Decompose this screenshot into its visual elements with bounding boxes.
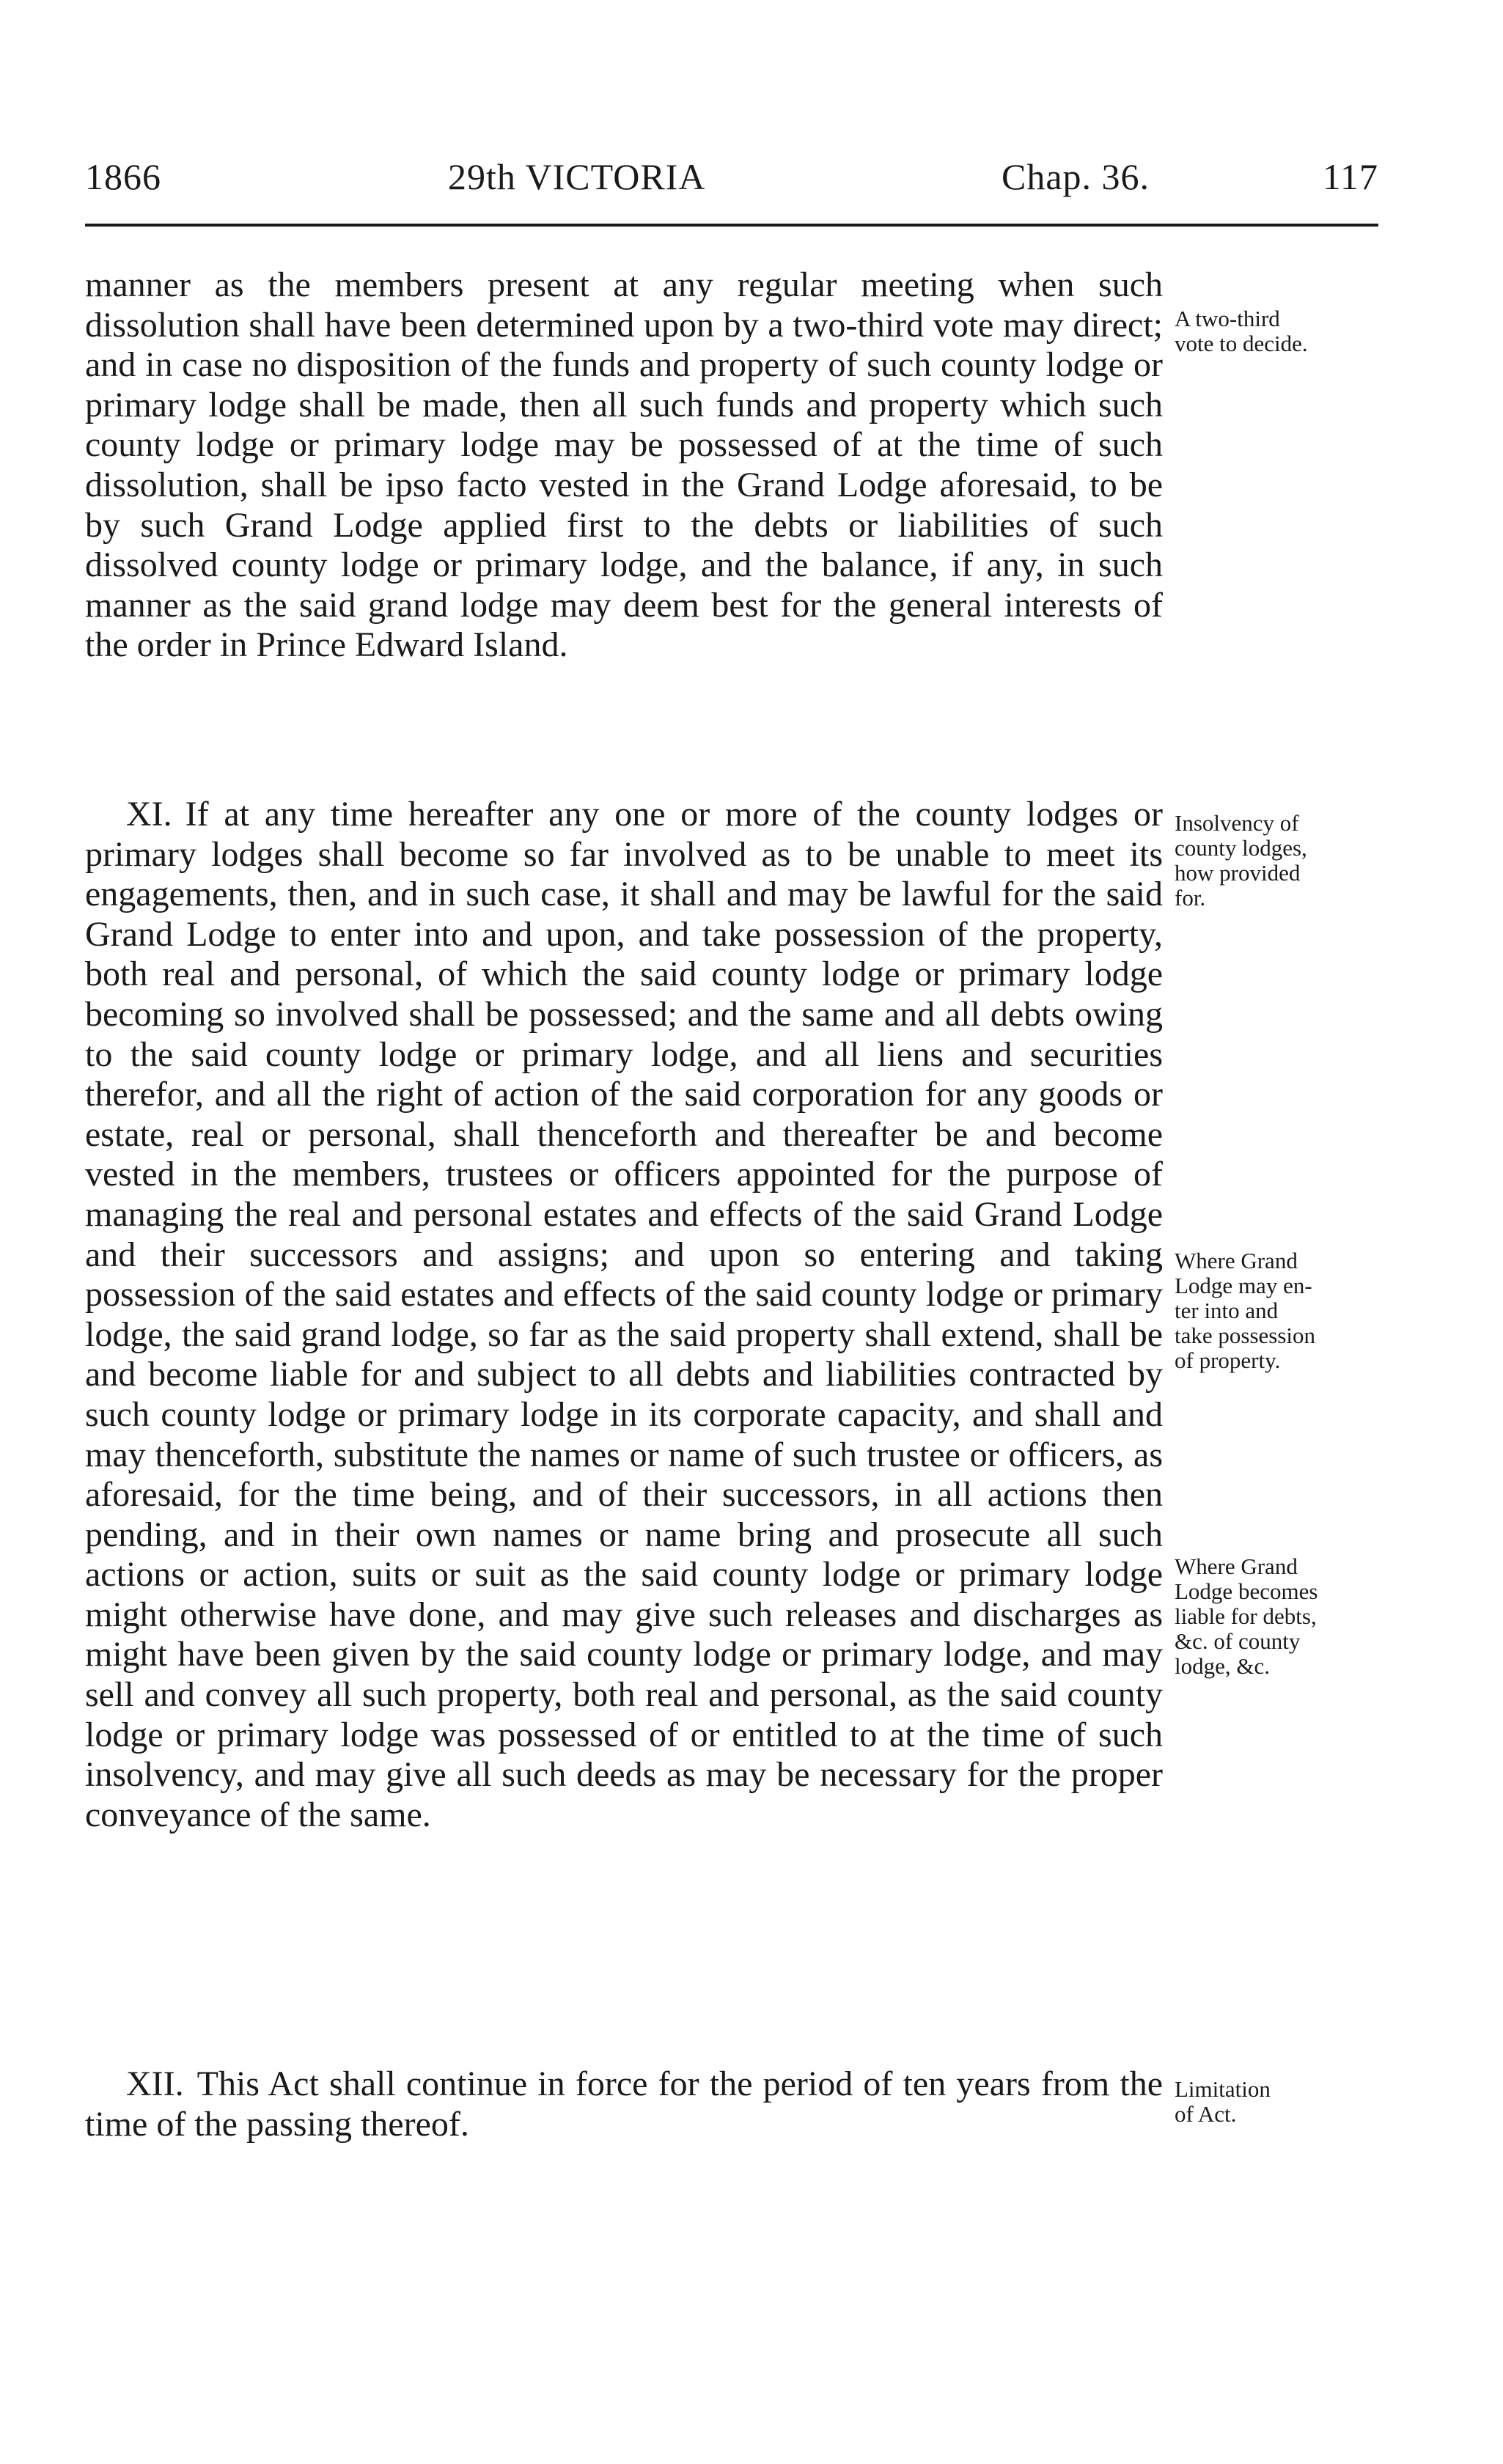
margin-note-take-possession: Where Grand Lodge may en- ter into and take possession of property.: [1175, 1248, 1316, 1373]
running-header: [85, 155, 1378, 207]
header-chapter: Chap. 36.: [1002, 156, 1150, 197]
margin-note-limitation: Limitation of Act.: [1175, 2076, 1271, 2127]
margin-note-two-third-vote: A two-third vote to decide.: [1175, 306, 1308, 356]
margin-note-insolvency: Insolvency of county lodges, how provided for.: [1175, 810, 1307, 911]
header-title: 29th VICTORIA: [448, 156, 706, 197]
section-number: XII.: [126, 2064, 184, 2103]
paragraph-continuation: [85, 265, 1163, 666]
page-number: 117: [1322, 156, 1378, 197]
section-number: XI.: [126, 795, 172, 834]
section-xi: [85, 795, 1163, 1835]
section-text: This Act shall continue in force for the period of ten years from the time of the passing thereof.: [85, 2064, 1163, 2144]
section-text: If at any time hereafter any one or more of the county lodges or primary lodges shall become so far involved as to be unable to meet its engagements, then, and in such case, it shall and may be lawful for the said Grand Lodge to enter into and upon, and take possession of the property, both real and personal, of which the said county lodge or primary lodge becoming so involved shall be possessed; and the same and all debts owing to the said county lodge or primary lodge, and all liens and securities therefor, and all the right of action of the said corporation for any goods or estate, real or personal, shall thenceforth and thereafter be and become vested in the members, trustees or officers appointed for the purpose of managing the real and personal estates and effects of the said Grand Lodge and their successors and assigns; and upon so entering and taking possession of the said estates and effects of the said county lodge or primary lodge, the said grand lodge, so far as the said property shall extend, shall be and become liable for and subject to all debts and liabilities contracted by such county lodge or primary lodge in its corporate capacity, and shall and may thenceforth, substitute the names or name of such trustee or officers, as aforesaid, for the time being, and of their successors, in all actions then pending, and in their own names or name bring and prosecute all such actions or action, suits or suit as the said county lodge or primary lodge might otherwise have done, and may give such releases and discharges as might have been given by the said county lodge or primary lodge, and may sell and convey all such property, both real and personal, as the said county lodge or primary lodge was possessed of or entitled to at the time of such insolvency, and may give all such deeds as may be necessary for the proper conveyance of the same.: [85, 795, 1163, 1834]
header-rule: [85, 224, 1378, 227]
paragraph-text: manner as the members present at any regular meeting when such dissolution shall have been determined upon by a two-third vote may direct; and in case no disposition of the funds and property of such county lodge or primary lodge shall be made, then all such funds and property which such county lodge or primary lodge may be possessed of at the time of such dissolution, shall be ipso facto vested in the Grand Lodge aforesaid, to be by such Grand Lodge applied first to the debts or liabilities of such dissolved county lodge or primary lodge, and the balance, if any, in such manner as the said grand lodge may deem best for the general interests of the order in Prince Edward Island.: [85, 265, 1163, 665]
section-xii: [85, 2064, 1163, 2144]
header-year: 1866: [85, 156, 161, 197]
margin-note-liable-for-debts: Where Grand Lodge becomes liable for debts, &c. of county lodge, &c.: [1175, 1553, 1318, 1679]
